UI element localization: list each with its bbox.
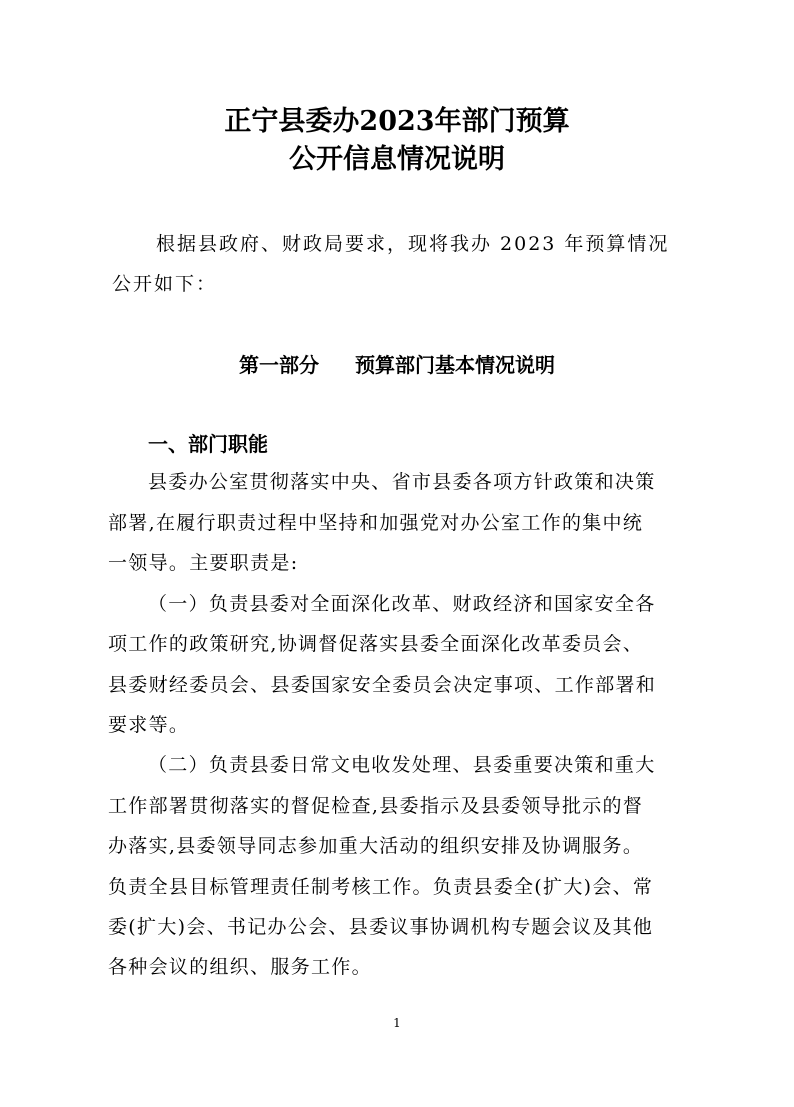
body-line: （二）负责县委日常文电收发处理、县委重要决策和重大 — [148, 754, 656, 776]
intro-line-2: 公开如下： — [112, 273, 218, 295]
body-line: （一）负责县委对全面深化改革、财政经济和国家安全各 — [148, 593, 656, 615]
document-title-line-2: 公开信息情况说明 — [289, 144, 505, 175]
part-label: 第一部分 — [239, 353, 319, 377]
part-title: 预算部门基本情况说明 — [355, 353, 555, 377]
body-line: 各种会议的组织、服务工作。 — [108, 956, 372, 978]
body-line: 委(扩大)会、书记办公会、县委议事协调机构专题会议及其他 — [108, 916, 654, 938]
body-line: 部署,在履行职责过程中坚持和加强党对办公室工作的集中统 — [108, 512, 644, 534]
section-heading: 一、部门职能 — [148, 432, 268, 456]
body-line: 负责全县目标管理责任制考核工作。负责县委全(扩大)会、常 — [108, 876, 654, 898]
body-line: 县委财经委员会、县委国家安全委员会决定事项、工作部署和 — [108, 674, 657, 696]
intro-line-1: 根据县政府、财政局要求，现将我办 2023 年预算情况 — [156, 233, 670, 255]
body-line: 县委办公室贯彻落实中央、省市县委各项方针政策和决策 — [148, 471, 656, 493]
page-number: 1 — [393, 1016, 401, 1030]
body-line: 要求等。 — [108, 714, 190, 736]
body-line: 办落实,县委领导同志参加重大活动的组织安排及协调服务。 — [108, 835, 644, 857]
body-line: 工作部署贯彻落实的督促检查,县委指示及县委领导批示的督 — [108, 795, 644, 817]
body-line: 一领导。主要职责是: — [108, 552, 299, 574]
body-line: 项工作的政策研究,协调督促落实县委全面深化改革委员会、 — [108, 633, 644, 655]
document-title-line-1: 正宁县委办2023年部门预算 — [224, 106, 570, 137]
part-heading — [0, 352, 794, 378]
